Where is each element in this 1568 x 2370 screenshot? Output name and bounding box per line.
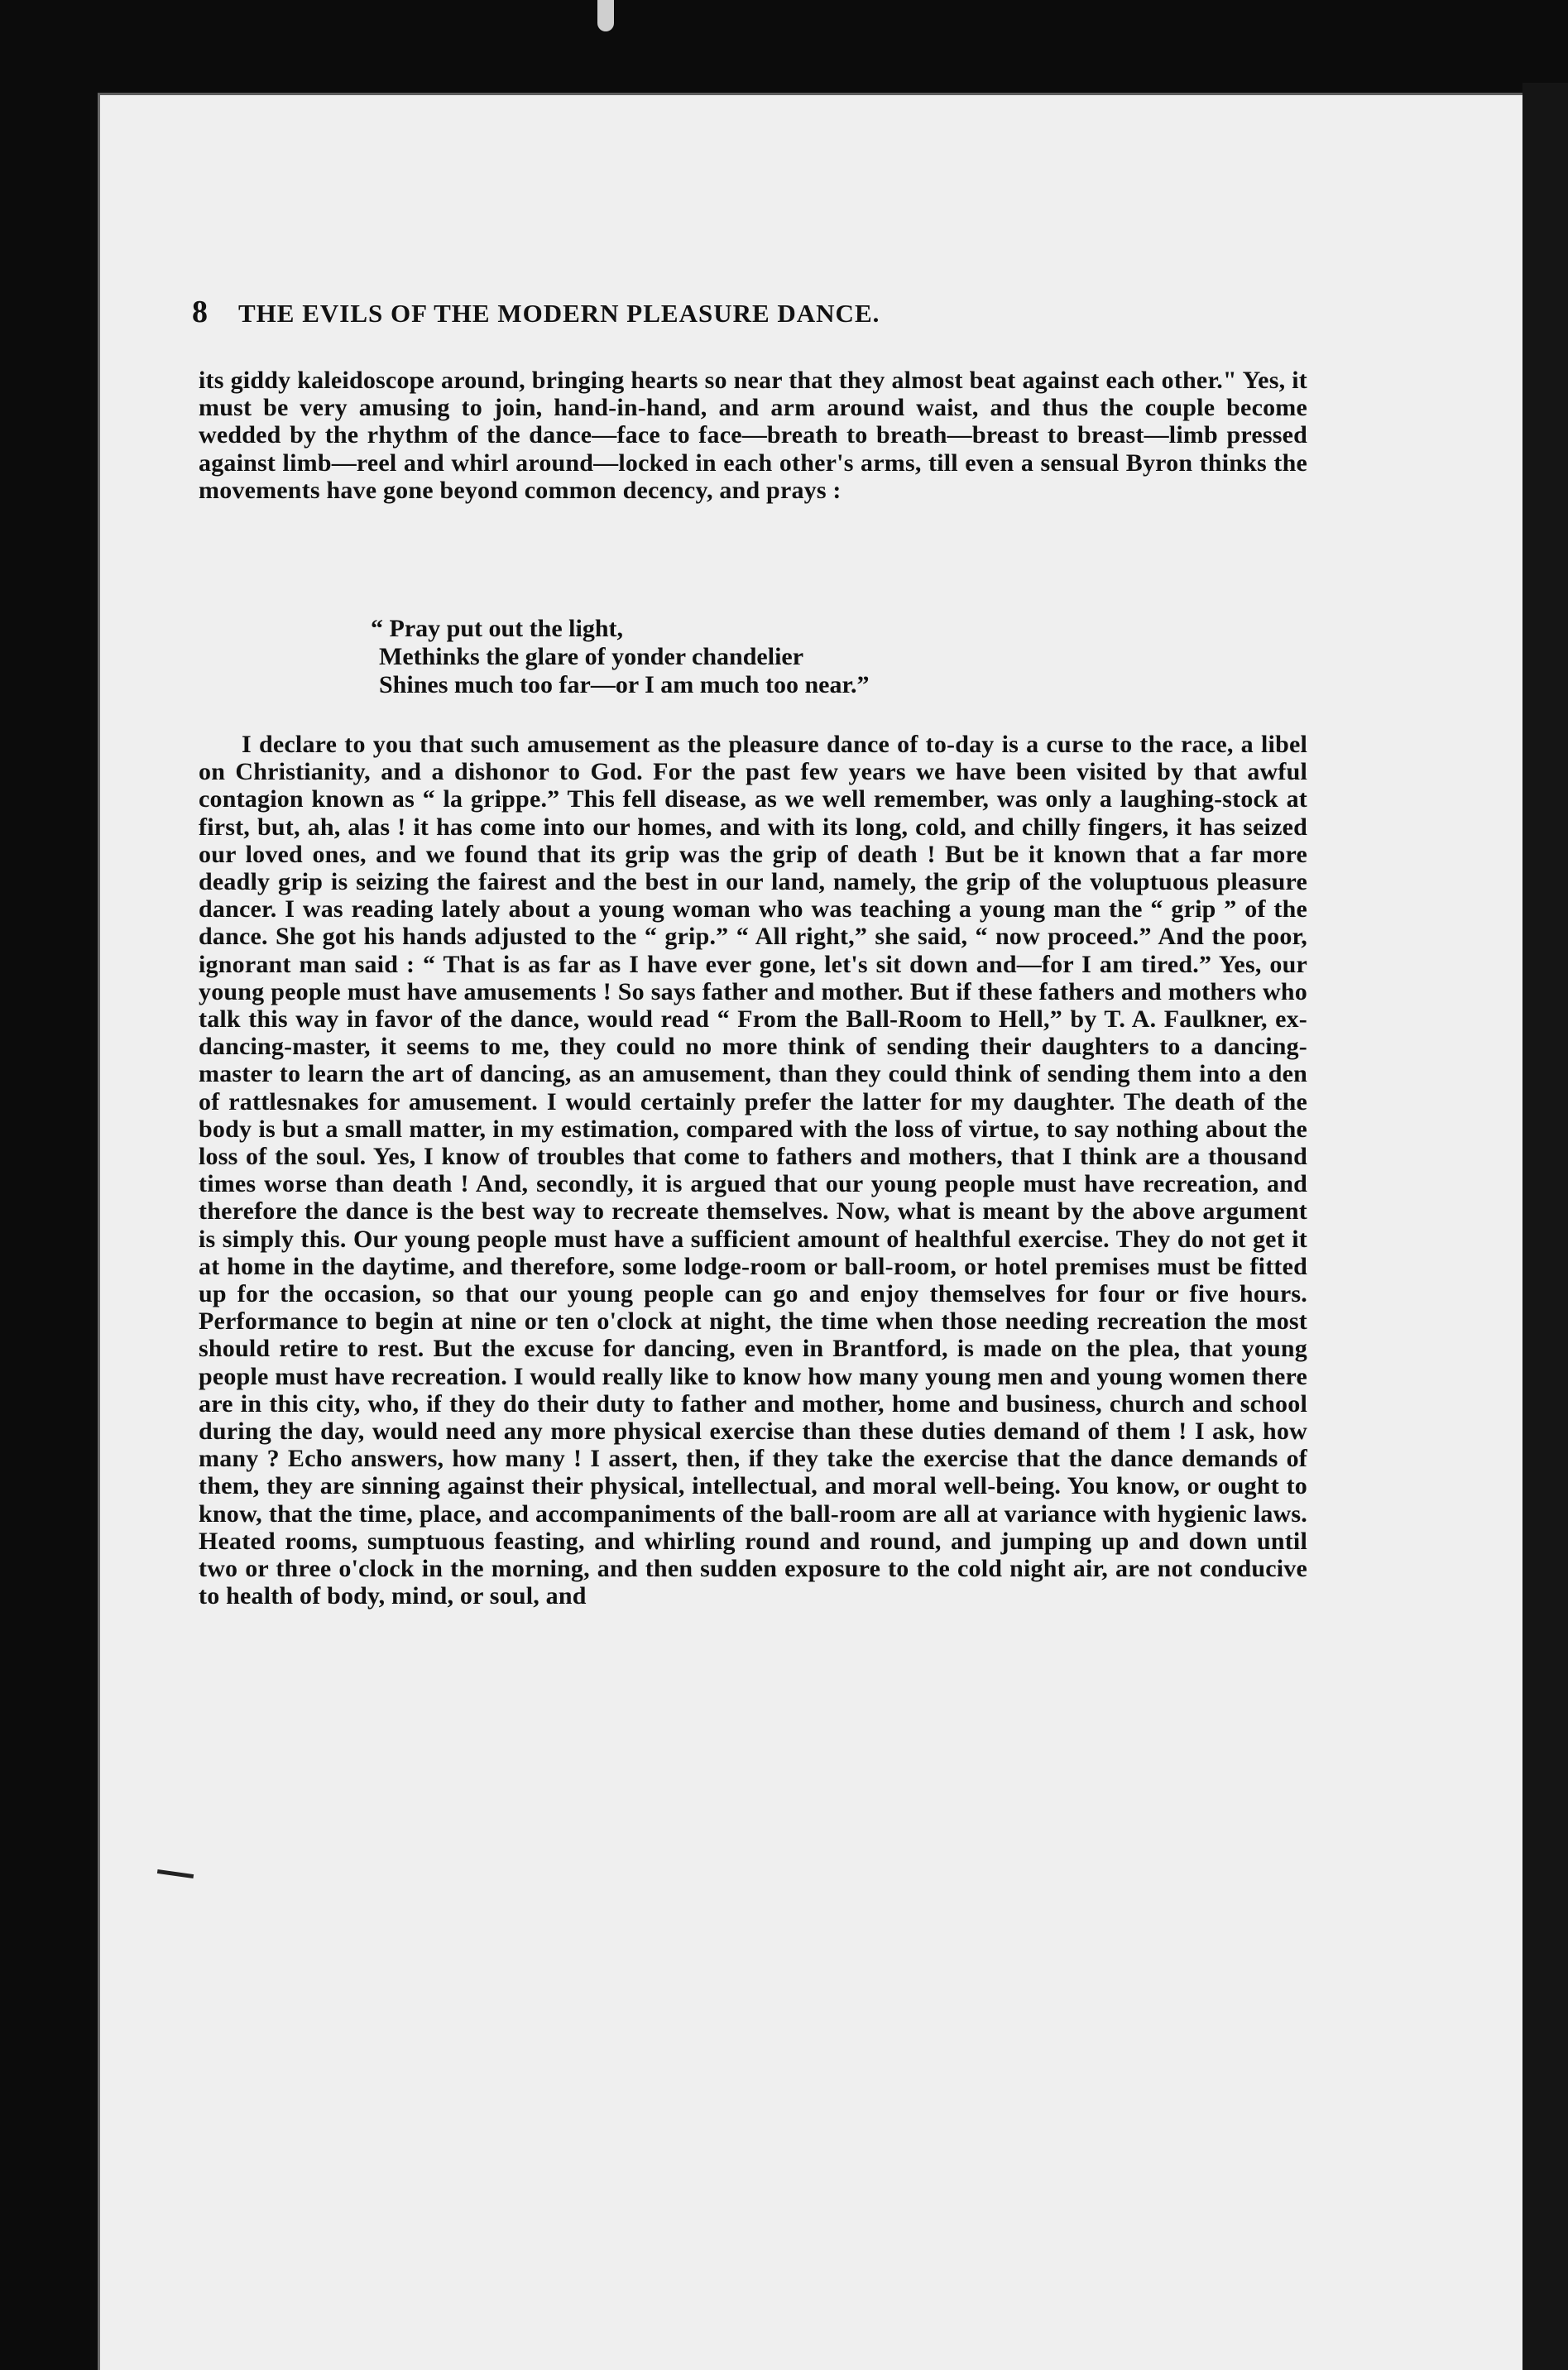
page-number: 8 xyxy=(192,295,209,329)
scan-mark xyxy=(597,0,614,31)
scan-edge xyxy=(1522,83,1568,2370)
body-text-main xyxy=(199,731,1307,1610)
running-header xyxy=(192,294,1350,330)
paragraph: its giddy kaleidoscope around, bringing hearts so near that they almost beat against each other." Yes, it must be very amusing to join, hand-in-hand, and arm around waist, and thus the couple become wedded by the rhythm of the dance—face to face—breath to breath—breast to breast—limb pressed against limb—reel and whirl around—locked in each other's arms, till even a sensual Byron thinks the movements have gone beyond common decency, and prays : xyxy=(199,367,1307,504)
running-title: THE EVILS OF THE MODERN PLEASURE DANCE. xyxy=(238,299,880,328)
body-text-top xyxy=(199,367,1307,504)
verse-line: “ Pray put out the light, xyxy=(371,615,624,642)
verse-line: Methinks the glare of yonder chandelier xyxy=(379,643,804,670)
verse-quote xyxy=(371,615,1206,699)
verse-line: Shines much too far—or I am much too near.” xyxy=(379,671,870,698)
paragraph: I declare to you that such amusement as the pleasure dance of to-day is a curse to the race, a libel on Christianity, and a dishonor to God. For the past few years we have been visited by that awful contagion known as “ la grippe.” This fell disease, as we well remember, was only a laughing-stock at first, but, ah, alas ! it has come into our homes, and with its long, cold, and chilly fingers, it has seized our loved ones, and we found that its grip was the grip of death ! But be it known that a far more deadly grip is seizing the fairest and the best in our land, namely, the grip of the voluptuous pleasure dancer. I was reading lately about a young woman who was teaching a young man the “ grip ” of the dance. She got his hands adjusted to the “ grip.” “ All right,” she said, “ now proceed.” And the poor, ignorant man said : “ That is as far as I have ever gone, let's sit down and—for I am tired.” Yes, our young people must have amusements ! So says father and mother. But if these fathers and mothers who talk this way in favor of the dance, would read “ From the Ball-Room to Hell,” by T. A. Faulkner, ex-dancing-master, it seems to me, they could no more think of sending their daughters to a dancing-master to learn the art of dancing, as an amusement, than they could think of sending them into a den of rattlesnakes for amusement. I would certainly prefer the latter for my daughter. The death of the body is but a small matter, in my estimation, compared with the loss of virtue, to say nothing about the loss of the soul. Yes, I know of troubles that come to fathers and mothers, that I think are a thousand times worse than death ! And, secondly, it is argued that our young people must have recreation, and therefore the dance is the best way to recreate themselves. Now, what is meant by the above argument is simply this. Our young people must have a sufficient amount of healthful exercise. They do not get it at home in the daytime, and therefore, some lodge-room or ball-room, or hotel premises must be fitted up for the occasion, so that our young people can go and enjoy themselves for four or five hours. Performance to begin at nine or ten o'clock at night, the time when those needing recreation the most should retire to rest. But the excuse for dancing, even in Brantford, is made on the plea, that young people must have recreation. I would really like to know how many young men and young women there are in this city, who, if they do their duty to father and mother, home and business, church and school during the day, would need any more physical exercise than these duties demand of them ! I ask, how many ? Echo answers, how many ! I assert, then, if they take the exercise that the dance demands of them, they are sinning against their physical, intellectual, and moral well-being. You know, or ought to know, that the time, place, and accompaniments of the ball-room are all at variance with hygienic laws. Heated rooms, sumptuous feasting, and whirling round and round, and jumping up and down until two or three o'clock in the morning, and then sudden exposure to the cold night air, are not conducive to health of body, mind, or soul, and xyxy=(199,731,1307,1610)
